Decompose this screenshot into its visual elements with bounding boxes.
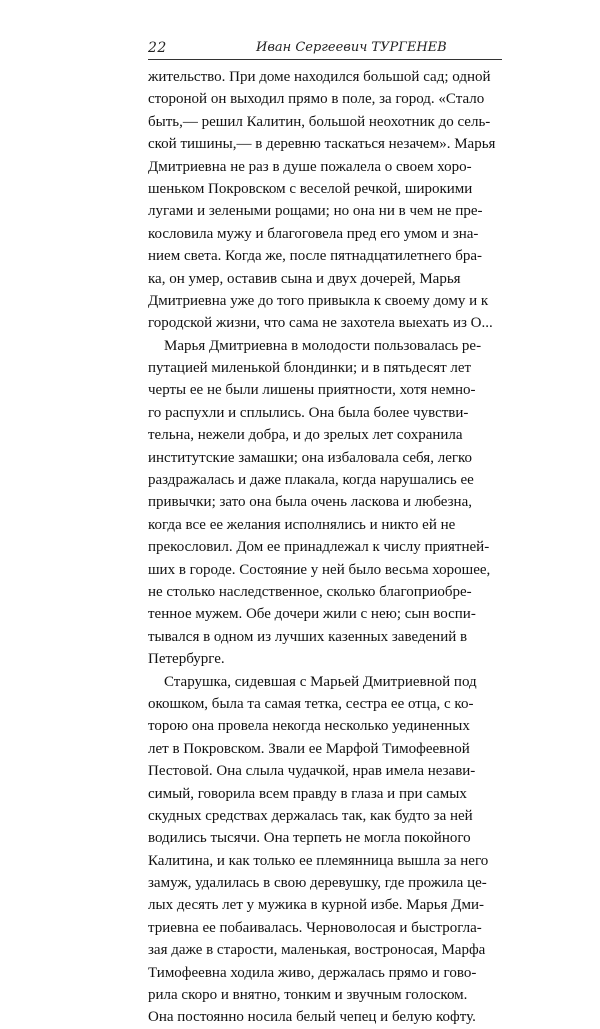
- text-line: жительство. При доме находился большой сад; одной: [148, 69, 491, 85]
- text-line: водились тысячи. Она терпеть не могла покойного: [148, 830, 471, 847]
- text-line: Она постоянно носила белый чепец и белую кофту.: [148, 1009, 476, 1026]
- text-line: лет в Покровском. Звали ее Марфой Тимофеевной: [148, 740, 470, 757]
- text-line: симый, говорила всем правду в глаза и при самых: [148, 785, 467, 802]
- text-line: городской жизни, что сама не захотела выехать из О...: [148, 315, 493, 332]
- text-line: триевна ее побаивалась. Черноволосая и быстрогла-: [148, 919, 482, 936]
- text-line: тывался в одном из лучших казенных заведений в: [148, 628, 468, 645]
- text-line: Калитина, и как только ее племянница вышла за него: [148, 852, 489, 869]
- text-line: торою она провела некогда несколько уединенных: [148, 718, 470, 735]
- text-line: быть,— решил Калитин, большой неохотник до сель-: [148, 113, 491, 130]
- text-line: Петербурге.: [148, 651, 225, 668]
- text-line: шеньком Покровском с веселой речкой, широкими: [148, 180, 473, 197]
- text-line: черты ее не были лишены приятности, хотя немно-: [148, 382, 476, 399]
- text-line: раздражалась и даже плакала, когда нарушались ее: [148, 472, 474, 489]
- text-line: ской тишины,— в деревню таскаться незачем». Марья: [148, 136, 496, 153]
- text-line: лугами и зелеными рощами; но она ни в чем не пре-: [148, 203, 483, 220]
- text-line: тенное мужем. Обе дочери жили с нею; сын воспи-: [148, 606, 476, 623]
- text-line: нием света. Когда же, после пятнадцатилетнего бра-: [148, 248, 483, 265]
- text-line: скудных средствах держалась так, как будто за ней: [148, 807, 473, 824]
- text-line: привычки; зато она была очень ласкова и любезна,: [148, 494, 472, 511]
- text-line: путацией миленькой блондинки; и в пятьдесят лет: [148, 360, 472, 377]
- text-line: не столько наследственное, сколько благоприобре-: [148, 583, 472, 600]
- text-line: Тимофеевна ходила живо, держалась прямо и гово-: [148, 964, 477, 981]
- text-line: ка, он умер, оставив сына и двух дочерей, Марья: [148, 270, 461, 287]
- text-line: институтские замашки; она избаловала себя, легко: [148, 449, 473, 466]
- text-line: Пестовой. Она слыла чудачкой, нрав имела незави-: [148, 763, 476, 780]
- text-line: зая даже в старости, маленькая, востроносая, Марфа: [148, 942, 486, 959]
- text-line: тельна, нежели добра, и до зрелых лет сохранила: [148, 427, 463, 444]
- text-line: Дмитриевна уже до того привыкла к своему дому и к: [148, 292, 489, 309]
- running-head: Иван Сергеевич ТУРГЕНЕВ: [256, 40, 447, 55]
- text-line: стороной он выходил прямо в поле, за город. «Стало: [148, 91, 485, 108]
- header-rule: [148, 59, 502, 60]
- text-line: замуж, удалилась в свою деревушку, где прожила це-: [148, 875, 487, 892]
- text-line: лых десять лет у мужика в курной избе. Марья Дми-: [148, 897, 485, 914]
- text-line: го распухли и сплылись. Она была более чувстви-: [148, 404, 469, 421]
- text-line: окошком, была та самая тетка, сестра ее отца, с ко-: [148, 695, 474, 712]
- text-line: кословила мужу и благоговела пред его умом и зна-: [148, 225, 479, 242]
- page-header: [148, 40, 502, 58]
- text-line: когда все ее желания исполнялись и никто ей не: [148, 516, 456, 533]
- paragraph-first-line: Марья Дмитриевна в молодости пользовалась ре-: [164, 337, 482, 354]
- page-number: 22: [148, 40, 167, 56]
- body-text: [148, 66, 508, 1029]
- text-line: ших в городе. Состояние у ней было весьма хорошее,: [148, 561, 491, 578]
- paragraph-first-line: Старушка, сидевшая с Марьей Дмитриевной под: [164, 673, 477, 690]
- text-line: рила скоро и внятно, тонким и звучным голоском.: [148, 987, 468, 1004]
- text-line: Дмитриевна не раз в душе пожалела о своем хоро-: [148, 158, 472, 175]
- text-line: прекословил. Дом ее принадлежал к числу приятней-: [148, 539, 490, 556]
